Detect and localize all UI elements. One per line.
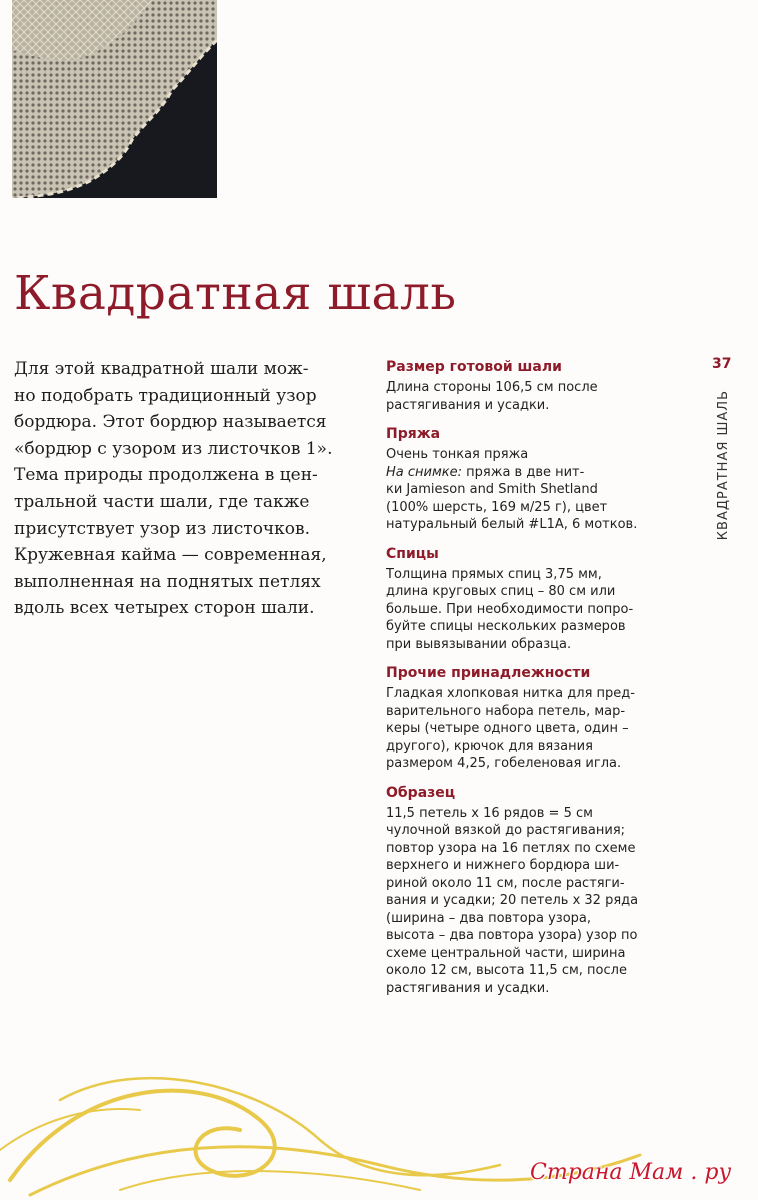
gauge-line: повтор узора на 16 петлях по схеме — [386, 840, 636, 856]
gauge-section — [386, 784, 686, 998]
needles-line: длина круговых спиц – 80 см или — [386, 584, 616, 599]
intro-paragraph — [14, 356, 359, 622]
needles-line: больше. При необходимости попро- — [386, 601, 634, 617]
size-line: растягивания и усадки. — [386, 397, 550, 413]
yarn-photo-label: На снимке: — [386, 464, 463, 480]
yarn-line: (100% шерсть, 169 м/25 г), цвет — [386, 499, 608, 515]
gauge-heading: Образец — [386, 784, 456, 801]
gauge-line: верхнего и нижнего бордюра ши- — [386, 858, 620, 873]
intro-line: тральной части шали, где также — [14, 491, 310, 512]
intro-line: вдоль всех четырех сторон шали. — [14, 598, 315, 619]
intro-line: «бордюр с узором из листочков 1». — [14, 438, 333, 459]
needles-line: Толщина прямых спиц 3,75 мм, — [386, 566, 602, 582]
yarn-line: ки Jamieson and Smith Shetland — [386, 482, 598, 497]
notions-line: керы (четыре одного цвета, один – — [386, 721, 629, 736]
gauge-line: риной около 11 см, после растяги- — [386, 875, 625, 891]
size-body — [386, 379, 686, 414]
yarn-line — [386, 464, 686, 482]
yarn-line-text: пряжа в две нит- — [466, 464, 585, 480]
gauge-line: около 12 см, высота 11,5 см, после — [386, 963, 627, 978]
watermark: Страна Мам . ру — [530, 1160, 732, 1185]
yarn-heading: Пряжа — [386, 426, 441, 442]
specifications-column — [386, 358, 686, 1008]
notions-line: варительного набора петель, мар- — [386, 703, 626, 719]
gauge-body — [386, 805, 686, 998]
gauge-line: схеме центральной части, ширина — [386, 945, 626, 961]
yarn-section — [386, 425, 686, 534]
needles-line: при вывязывании образца. — [386, 636, 572, 652]
page-number: 37 — [712, 356, 732, 372]
gauge-line: вания и усадки; 20 петель х 32 ряда — [386, 893, 639, 908]
page-title: Квадратная шаль — [14, 266, 457, 321]
needles-section — [386, 545, 686, 654]
gauge-line: чулочной вязкой до растягивания; — [386, 823, 626, 838]
intro-line: но подобрать традиционный узор — [14, 385, 317, 406]
intro-line: бордюра. Этот бордюр называется — [14, 412, 327, 433]
needles-heading: Спицы — [386, 545, 439, 562]
needles-line: буйте спицы нескольких размеров — [386, 619, 626, 634]
size-heading: Размер готовой шали — [386, 359, 562, 375]
intro-line: выполненная на поднятых петлях — [14, 571, 321, 592]
intro-line: Кружевная кайма — современная, — [14, 545, 327, 566]
notions-line: другого), крючок для вязания — [386, 738, 593, 754]
gauge-line: 11,5 петель х 16 рядов = 5 см — [386, 805, 593, 821]
vertical-title-text: КВАДРАТНАЯ ШАЛЬ — [715, 389, 731, 541]
gauge-line: растягивания и усадки. — [386, 980, 550, 996]
gauge-line: (ширина – два повтора узора, — [386, 910, 591, 926]
intro-line: Тема природы продолжена в цен- — [14, 465, 318, 486]
yarn-body — [386, 446, 686, 534]
notions-line: Гладкая хлопковая нитка для пред- — [386, 686, 635, 701]
yarn-subheading: Очень тонкая пряжа — [386, 447, 529, 462]
size-line: Длина стороны 106,5 см после — [386, 380, 598, 395]
yarn-line: натуральный белый #L1A, 6 мотков. — [386, 517, 638, 532]
intro-line: присутствует узор из листочков. — [14, 518, 311, 539]
intro-line: Для этой квадратной шали мож- — [14, 359, 309, 379]
notions-line: размером 4,25, гобеленовая игла. — [386, 756, 622, 771]
vertical-running-title — [703, 380, 743, 550]
notions-heading: Прочие принадлежности — [386, 665, 591, 681]
gauge-line: высота – два повтора узора) узор по — [386, 928, 638, 943]
size-section — [386, 358, 686, 414]
lace-shawl-photo — [12, 0, 217, 198]
notions-body — [386, 685, 686, 773]
notions-section — [386, 664, 686, 773]
needles-body — [386, 566, 686, 654]
